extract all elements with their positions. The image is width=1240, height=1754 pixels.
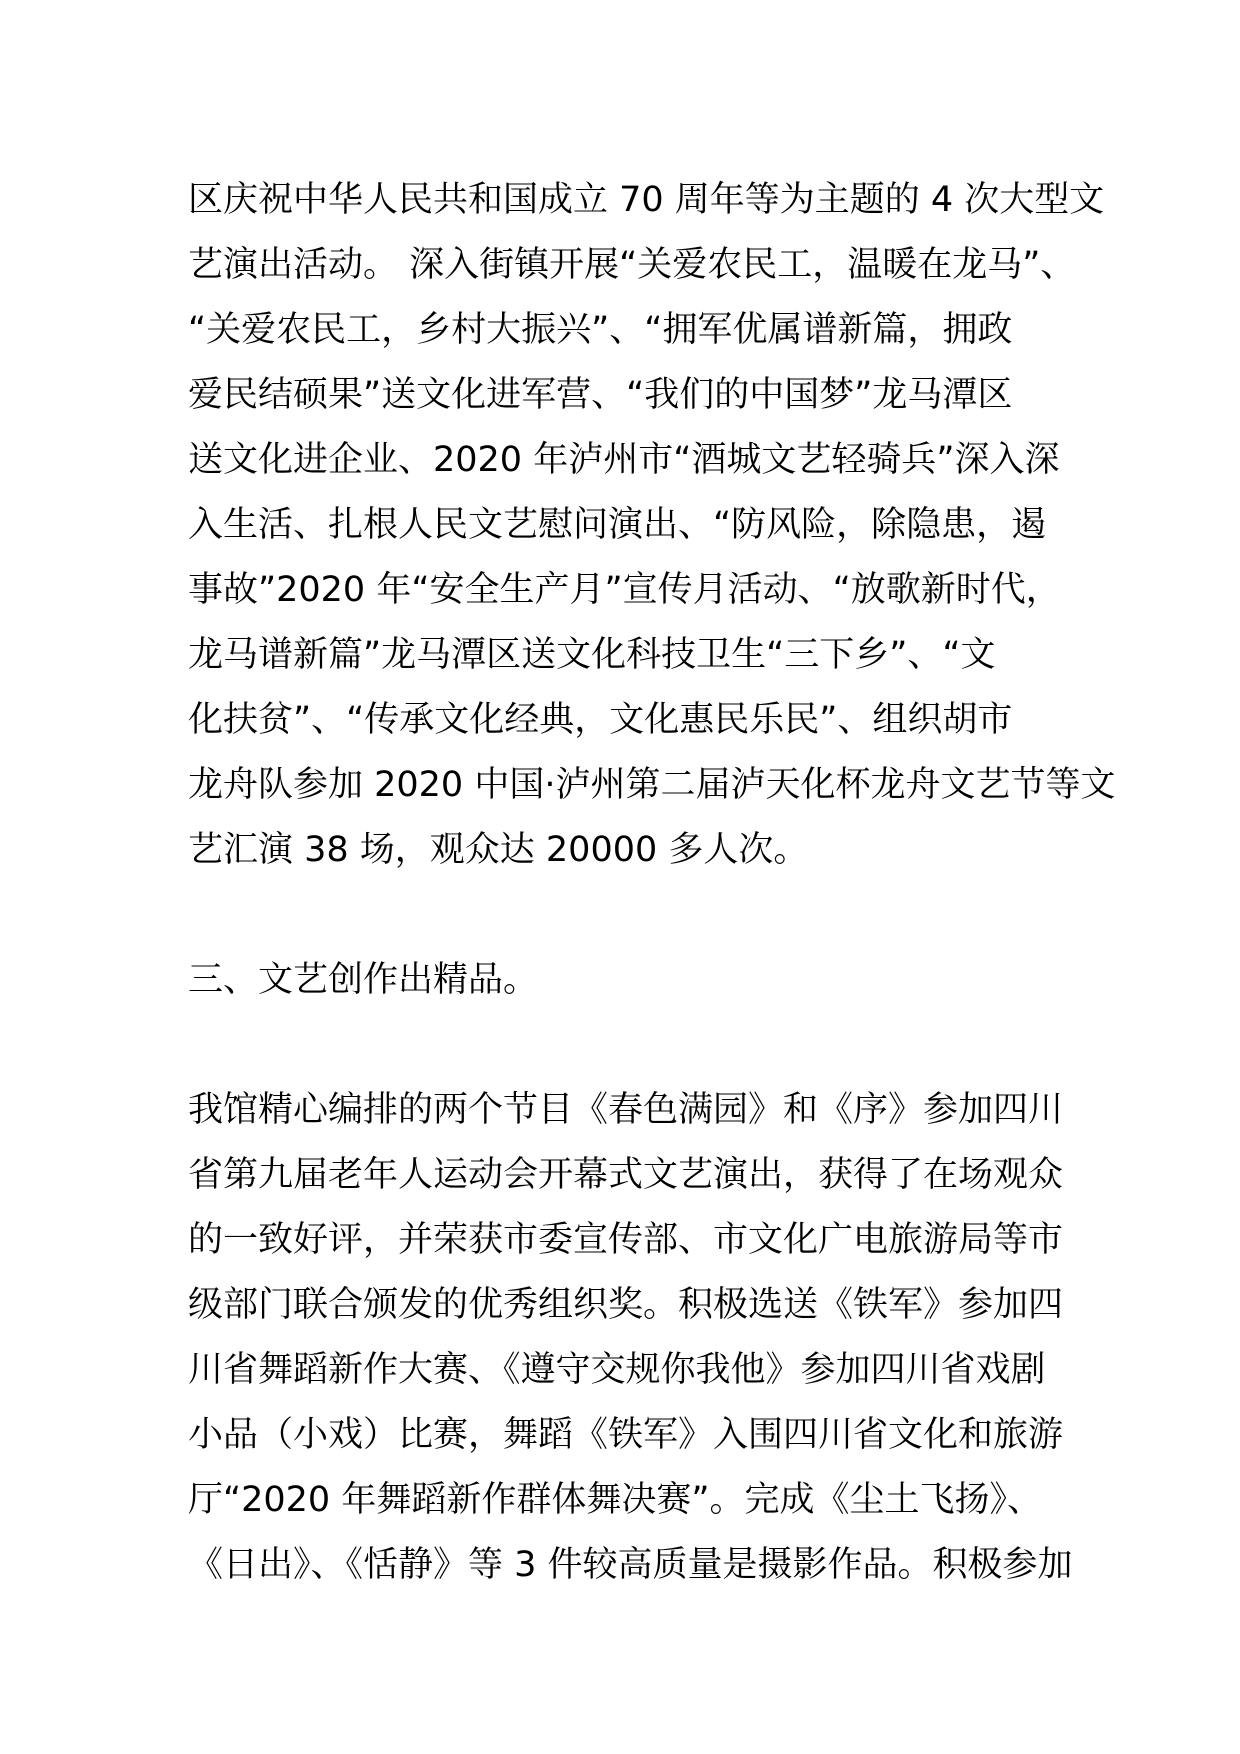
document-body — [188, 168, 1116, 1598]
paragraph-line: 艺演出活动。 深入街镇开展“关爱农民工，温暖在龙马”、 — [188, 245, 1076, 285]
paragraph-line: 艺汇演 38 场，观众达 20000 多人次。 — [188, 830, 809, 870]
paragraph-line: 省第九届老年人运动会开幕式文艺演出，获得了在场观众 — [188, 1155, 1064, 1195]
paragraph-spacer — [188, 1013, 1068, 1078]
section-heading: 三、文艺创作出精品。 — [188, 960, 539, 1000]
paragraph-line: 级部门联合颁发的优秀组织奖。积极选送《铁军》参加四 — [188, 1285, 1064, 1325]
paragraph-line: “关爱农民工，乡村大振兴”、“拥军优属谱新篇，拥政 — [188, 310, 1013, 350]
paragraph-line: 送文化进企业、2020 年泸州市“酒城文艺轻骑兵”深入深 — [188, 440, 1060, 480]
paragraph-line: 川省舞蹈新作大赛、《遵守交规你我他》参加四川省戏剧 — [188, 1350, 1046, 1390]
paragraph-line: 《日出》、《恬静》等 3 件较高质量是摄影作品。积极参加 — [188, 1545, 1073, 1585]
paragraph-activities — [188, 168, 1116, 883]
paragraph-line: 龙舟队参加 2020 中国·泸州第二届泸天化杯龙舟文艺节等文 — [188, 765, 1116, 805]
paragraph-line: 化扶贫”、“传承文化经典，文化惠民乐民”、组织胡市 — [188, 700, 1013, 740]
paragraph-line: 我馆精心编排的两个节目《春色满园》和《序》参加四川 — [188, 1090, 1064, 1130]
paragraph-line: 小品（小戏）比赛，舞蹈《铁军》入围四川省文化和旅游 — [188, 1415, 1064, 1455]
paragraph-line: 入生活、扎根人民文艺慰问演出、“防风险，除隐患，遏 — [188, 505, 1047, 545]
paragraph-line: 区庆祝中华人民共和国成立 70 周年等为主题的 4 次大型文 — [188, 180, 1105, 220]
paragraph-line: 爱民结硕果”送文化进军营、“我们的中国梦”龙马潭区 — [188, 375, 1013, 415]
paragraph-line: 的一致好评，并荣获市委宣传部、市文化广电旅游局等市 — [188, 1220, 1064, 1260]
paragraph-spacer — [188, 883, 1068, 948]
paragraph-line: 厅“2020 年舞蹈新作群体舞决赛”。完成《尘土飞扬》、 — [188, 1480, 1042, 1520]
paragraph-creations — [188, 1078, 1073, 1598]
paragraph-line: 事故”2020 年“安全生产月”宣传月活动、“放歌新时代， — [188, 570, 1061, 610]
paragraph-line: 龙马谱新篇”龙马潭区送文化科技卫生“三下乡”、“文 — [188, 635, 996, 675]
